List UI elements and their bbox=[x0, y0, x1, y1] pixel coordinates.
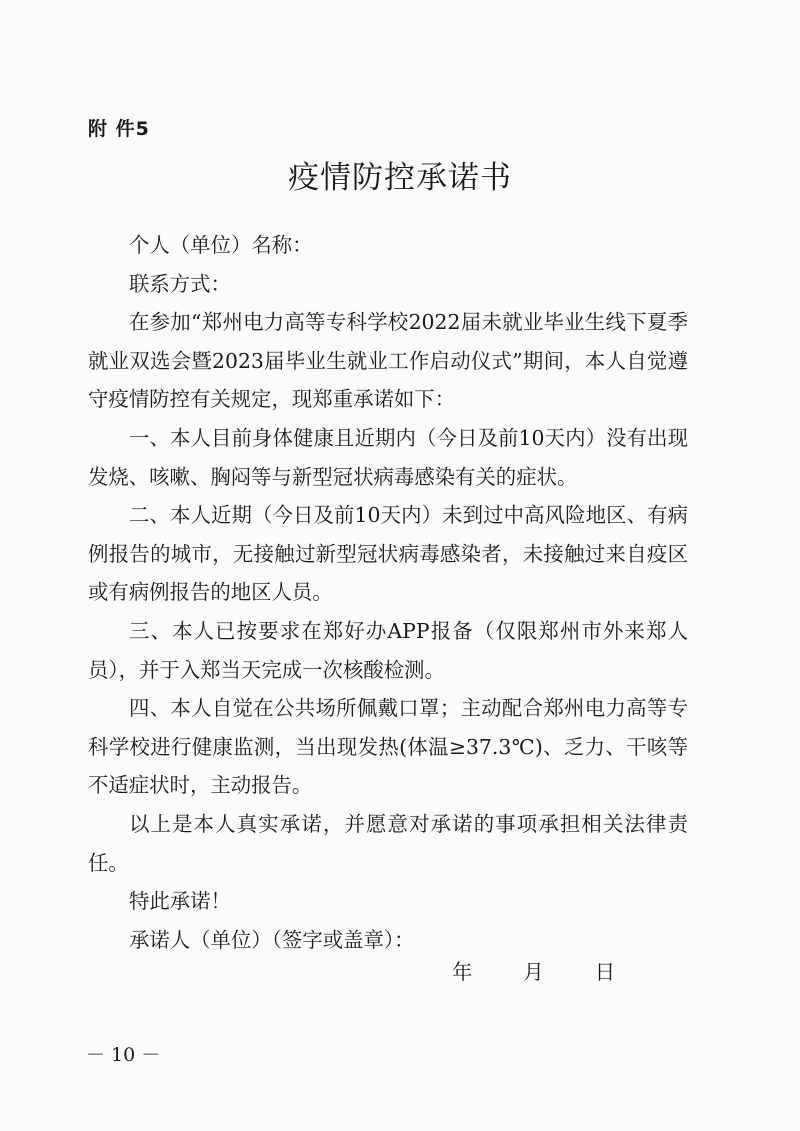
document-body bbox=[88, 226, 688, 959]
contact-field-label: 联系方式： bbox=[129, 271, 231, 296]
date-line bbox=[452, 956, 615, 985]
commitment-item: 二、本人近期（今日及前10天内）未到过中高风险地区、有病例报告的城市，无接触过新型冠状病毒感染者，未接触过来自疫区或有病例报告的地区人员。 bbox=[88, 503, 688, 605]
closing-line: 特此承诺！ bbox=[129, 889, 231, 914]
date-year: 年 bbox=[452, 960, 473, 984]
commitment-item: 三、本人已按要求在郑好办APP报备（仅限郑州市外来郑人员），并于入郑当天完成一次核酸检测。 bbox=[88, 618, 688, 682]
date-month: 月 bbox=[523, 960, 544, 984]
signature-label: 承诺人（单位）（签字或盖章）： bbox=[129, 927, 415, 952]
document-title: 疫情防控承诺书 bbox=[288, 160, 512, 196]
statement-paragraph: 以上是本人真实承诺，并愿意对承诺的事项承担相关法律责任。 bbox=[88, 811, 688, 875]
intro-paragraph: 在参加“郑州电力高等专科学校2022届未就业毕业生线下夏季就业双选会暨2023届毕业生就业工作启动仪式”期间，本人自觉遵守疫情防控有关规定，现郑重承诺如下： bbox=[88, 310, 688, 412]
attachment-label: 附 件5 bbox=[88, 118, 150, 140]
commitment-item: 四、本人自觉在公共场所佩戴口罩；主动配合郑州电力高等专科学校进行健康监测，当出现发热(体温≥37.3℃)、乏力、干咳等不适症状时，主动报告。 bbox=[88, 696, 688, 798]
date-day: 日 bbox=[594, 960, 616, 984]
name-field-label: 个人（单位）名称： bbox=[129, 233, 313, 257]
commitment-item: 一、本人目前身体健康且近期内（今日及前10天内）没有出现发烧、咳嗽、胸闷等与新型冠状病毒感染有关的症状。 bbox=[88, 425, 688, 489]
page-number: － 10 － bbox=[86, 1044, 161, 1066]
